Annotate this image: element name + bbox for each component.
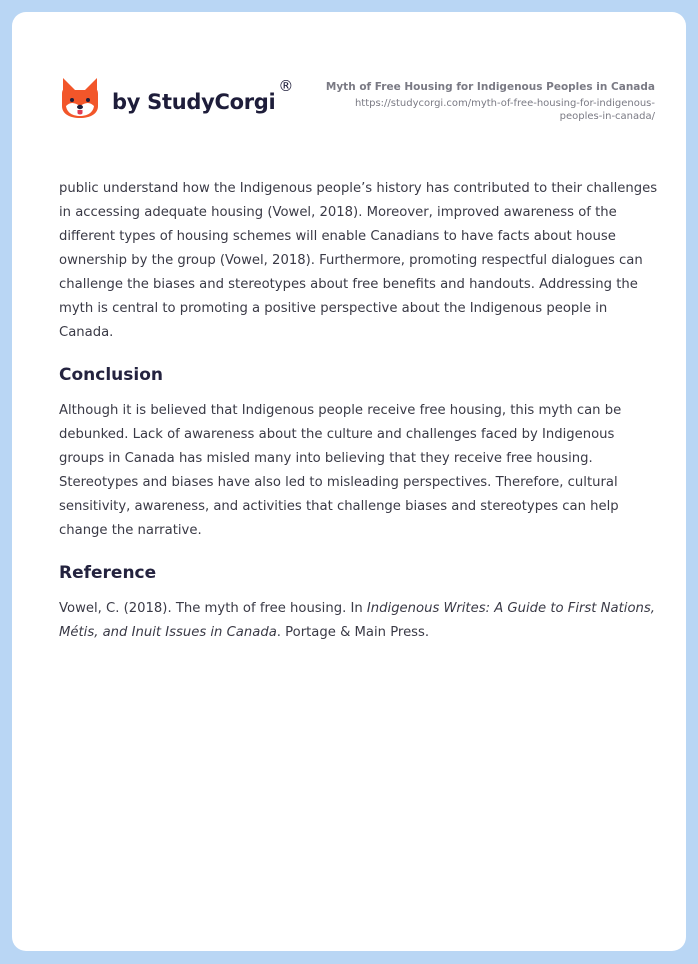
reference-book-title: Indigenous Writes: A Guide to First Nations, Métis, and Inuit Issues in Canada xyxy=(59,601,655,640)
reference-heading: Reference xyxy=(59,563,157,583)
conclusion-heading: Conclusion xyxy=(59,365,163,385)
corgi-logo-icon xyxy=(60,76,100,120)
conclusion-paragraph: Although it is believed that Indigenous people receive free housing, this myth can be debunked. Lack of awareness about the culture and challenges faced by Indigenous groups in Canada has misled many into believing that they receive free housing. Stereotypes and biases have also led to misleading perspectives. Therefore, cultural sensitivity, awareness, and activities that challenge biases and stereotypes can help change the narrative. xyxy=(59,403,622,538)
document-content xyxy=(59,177,659,645)
logo-text: by StudyCorgi xyxy=(112,90,276,114)
reference-entry xyxy=(59,597,659,645)
registered-mark: ® xyxy=(278,77,294,95)
document-url-line2[interactable]: peoples-in-canada/ xyxy=(559,111,655,122)
reference-prefix: Vowel, C. (2018). The myth of free housing. In xyxy=(59,601,367,616)
intro-paragraph: public understand how the Indigenous people’s history has contributed to their challenges in accessing adequate housing (Vowel, 2018). Moreover, improved awareness of the different types of housing schemes will enable Canadians to have facts about house ownership by the group (Vowel, 2018). Furthermore, promoting respectful dialogues can challenge the biases and stereotypes about free benefits and handouts. Addressing the myth is central to promoting a positive perspective about the Indigenous people in Canada. xyxy=(59,181,658,340)
document-page xyxy=(12,12,686,951)
reference-suffix: . Portage & Main Press. xyxy=(276,625,430,640)
document-url-line1[interactable]: https://studycorgi.com/myth-of-free-housing-for-indigenous- xyxy=(354,98,655,109)
document-url[interactable] xyxy=(295,97,655,123)
document-meta xyxy=(295,80,655,123)
studycorgi-logo[interactable] xyxy=(60,76,293,120)
page-header xyxy=(12,12,686,152)
document-title: Myth of Free Housing for Indigenous Peoples in Canada xyxy=(325,81,655,93)
